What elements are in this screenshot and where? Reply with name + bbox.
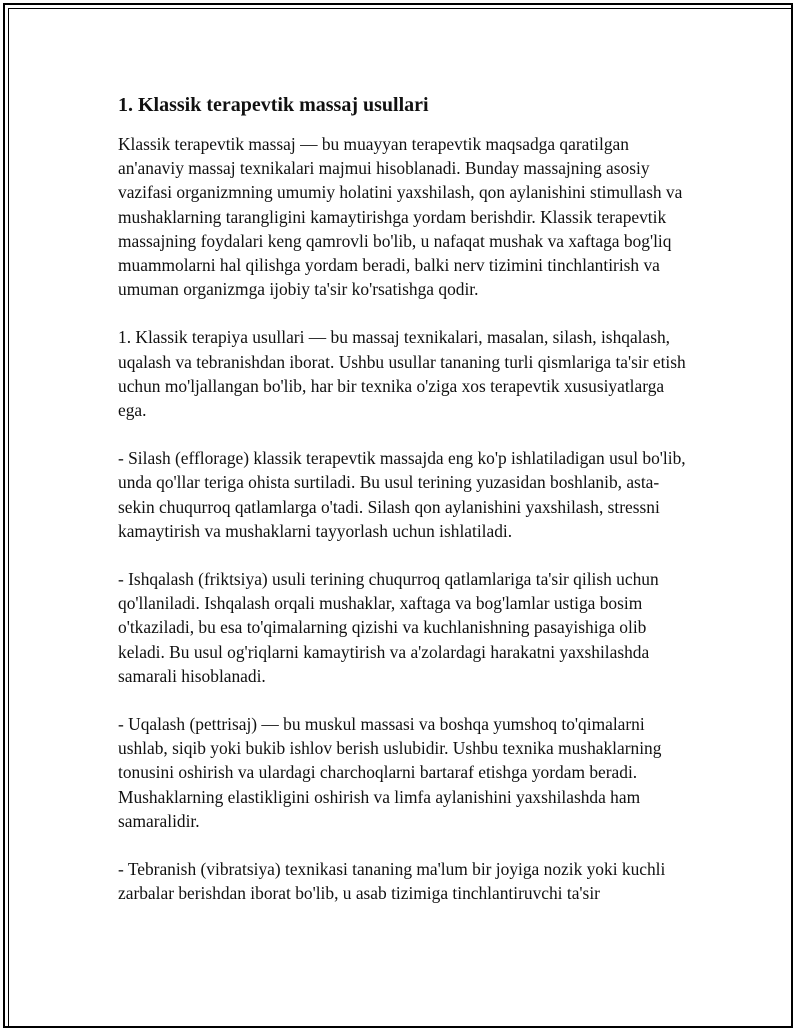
paragraph-tebranish: - Tebranish (vibratsiya) texnikasi tananing ma'lum bir joyiga nozik yoki kuchli zarbalar berishdan iborat bo'lib, u asab tizimiga tinchlantiruvchi ta'sir: [118, 859, 666, 904]
paragraph-uqalash: - Uqalash (pettrisaj) — bu muskul massasi va boshqa yumshoq to'qimalarni ushlab, siqib yoki bukib ishlov berish uslubidir. Ushbu texnika mushaklarning tonusini oshirish va ulardagi charchoqlarni bartaraf etishga yordam beradi. Mushaklarning elastikligini oshirish va limfa aylanishini yaxshilashda ham samaralidir.: [118, 714, 662, 831]
document-page: [118, 92, 688, 929]
paragraph-ishqalash: - Ishqalash (friktsiya) usuli terining chuqurroq qatlamlariga ta'sir qilish uchun qo'llaniladi. Ishqalash orqali mushaklar, xaftaga va bog'lamlar ustiga bosim o'tkaziladi, bu esa to'qimalarning qizishi va kuchlanishning pasayishiga olib keladi. Bu usul og'riqlarni kamaytirish va a'zolardagi harakatni yaxshilashda samarali hisoblanadi.: [118, 569, 659, 686]
paragraph-methods: 1. Klassik terapiya usullari — bu massaj texnikalari, masalan, silash, ishqalash, uqalash va tebranishdan iborat. Ushbu usullar tananing turli qismlariga ta'sir etish uchun mo'ljallangan bo'lib, har bir texnika o'ziga xos terapevtik xususiyatlarga ega.: [118, 327, 686, 421]
paragraph-intro: Klassik terapevtik massaj — bu muayyan terapevtik maqsadga qaratilgan an'anaviy massaj texnikalari majmui hisoblanadi. Bunday massajning asosiy vazifasi organizmning umumiy holatini yaxshilash, qon aylanishini stimullash va mushaklarning tarangligini kamaytirishga yordam berishdir. Klassik terapevtik massajning foydalari keng qamrovli bo'lib, u nafaqat mushak va xaftaga bog'liq muammolarni hal qilishga yordam beradi, balki nerv tizimini tinchlantirish va umuman organizmga ijobiy ta'sir ko'rsatishga qodir.: [118, 134, 683, 300]
section-heading: 1. Klassik terapevtik massaj usullari: [118, 94, 429, 116]
paragraph-silash: - Silash (efflorage) klassik terapevtik massajda eng ko'p ishlatiladigan usul bo'lib, unda qo'llar teriga ohista surtiladi. Bu usul terining yuzasidan boshlanib, asta-sekin chuqurroq qatlamlarga o'tadi. Silash qon aylanishini yaxshilash, stressni kamaytirish va mushaklarni tayyorlash uchun ishlatiladi.: [118, 448, 686, 541]
